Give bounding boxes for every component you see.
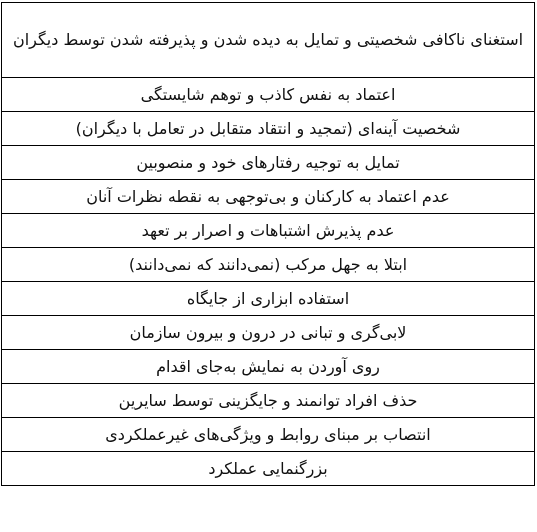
traits-table <box>1 2 535 486</box>
table-cell: روی آوردن به نمایش به‌جای اقدام <box>2 350 535 384</box>
table-cell: ابتلا به جهل مرکب (نمی‌دانند که نمی‌دانند) <box>2 248 535 282</box>
table-row <box>2 78 535 112</box>
table-row <box>2 350 535 384</box>
table-row <box>2 384 535 418</box>
table-cell: اعتماد به نفس کاذب و توهم شایستگی <box>2 78 535 112</box>
table-cell: عدم اعتماد به کارکنان و بی‌توجهی به نقطه نظرات آنان <box>2 180 535 214</box>
table-row <box>2 452 535 486</box>
table-cell: استغنای ناکافی شخصیتی و تمایل به دیده شدن و پذیرفته شدن توسط دیگران <box>2 3 535 78</box>
table-cell: حذف افراد توانمند و جایگزینی توسط سایرین <box>2 384 535 418</box>
table-cell: لابی‌گری و تبانی در درون و بیرون سازمان <box>2 316 535 350</box>
table-cell: انتصاب بر مبنای روابط و ویژگی‌های غیرعملکردی <box>2 418 535 452</box>
table-row <box>2 214 535 248</box>
table-row <box>2 248 535 282</box>
table-row <box>2 112 535 146</box>
table-cell: عدم پذیرش اشتباهات و اصرار بر تعهد <box>2 214 535 248</box>
table-row <box>2 146 535 180</box>
table-row <box>2 316 535 350</box>
table-row <box>2 180 535 214</box>
table-cell: استفاده ابزاری از جایگاه <box>2 282 535 316</box>
table-row <box>2 418 535 452</box>
table-row <box>2 3 535 78</box>
table-cell: تمایل به توجیه رفتارهای خود و منصوبین <box>2 146 535 180</box>
table-row <box>2 282 535 316</box>
table-cell: شخصیت آینه‌ای (تمجید و انتقاد متقابل در تعامل با دیگران) <box>2 112 535 146</box>
table-cell: بزرگنمایی عملکرد <box>2 452 535 486</box>
